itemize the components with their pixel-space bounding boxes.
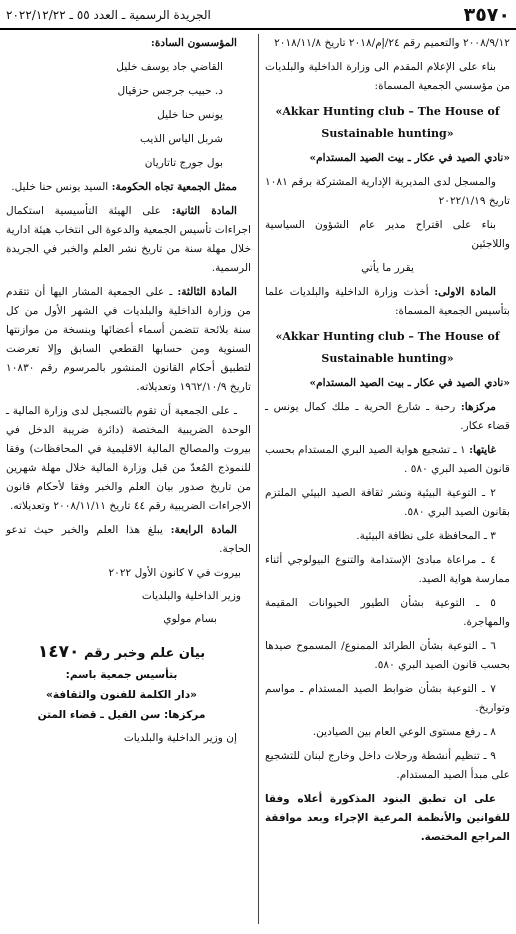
page-number: ٣٥٧٠ <box>463 4 510 26</box>
issue-date: بيروت في ٧ كانون الأول ٢٠٢٢ <box>108 567 241 579</box>
association-name-en: «Akkar Hunting club – The House of Sustainable hunting» <box>275 330 500 365</box>
paragraph: ٢٠٠٨/٩/١٢ والتعميم رقم ٢٤/إم/٢٠١٨ تاريخ ٢٠١٨/١١/٨ <box>274 37 510 49</box>
goal-item: ٨ ـ رفع مستوى الوعي العام بين الصيادين. <box>312 726 496 738</box>
decision-line: يقرر ما يأتي <box>361 262 414 274</box>
notice-number: ١٤٧٠ <box>37 642 80 662</box>
compliance-note: على ان تطبق البنود المذكورة أعلاه وفقا للقوانين والأنظمة المرعية الإجراء وبعد موافقة المراجع المختصة. <box>265 793 510 843</box>
association-name-ar: «نادي الصيد في عكار ـ بيت الصيد المستدام» <box>309 377 510 389</box>
goal-item: غايتها: ١ ـ تشجيع هواية الصيد البري المستدام بحسب قانون الصيد البري ٥٨٠ . <box>265 444 510 475</box>
notice-association-name: «دار الكلمة للفنون والثقافة» <box>46 689 197 701</box>
article-4: المادة الرابعة: يبلغ هذا العلم والخبر حيث تدعو الحاجة. <box>6 524 251 555</box>
founder-name: د. حبيب جرجس حزقيال <box>117 85 223 97</box>
headquarters: مركزها: رحبة ـ شارع الحرية ـ ملك كمال يونس ـ قضاء عكار. <box>265 401 510 432</box>
minister-title: وزير الداخلية والبلديات <box>141 590 241 602</box>
goal-item: ٢ ـ التوعية البيئية ونشر ثقافة الصيد البيئي الملتزم بقانون الصيد البري ٥٨٠. <box>265 487 510 518</box>
gazette-title: الجريدة الرسمية ـ العدد ٥٥ ـ ٢٠٢٢/١٢/٢٢ <box>6 8 211 22</box>
paragraph: بناء على اقتراح مدير عام الشؤون السياسية واللاجئين <box>265 219 510 250</box>
article-2: المادة الثانية: على الهيئة التأسيسية استكمال اجراءات تأسيس الجمعية والدعوة الى انتخاب هيئة ادارية خلال مهلة سنة من تاريخ نشر العلم والخبر في الجريدة الرسمية. <box>6 205 251 274</box>
representative: ممثل الجمعية تجاه الحكومة: السيد يونس حنا خليل. <box>11 181 237 193</box>
paragraph: إن وزير الداخلية والبلديات <box>123 732 237 744</box>
goal-item: ٤ ـ مراعاة مبادئ الإستدامة والتنوع البيولوجي أثناء ممارسة هواية الصيد. <box>265 554 510 585</box>
article-1: المادة الاولى: أخذت وزارة الداخلية والبلديات علما بتأسيس الجمعية المسماة: <box>265 286 510 317</box>
article-3: المادة الثالثة: ـ على الجمعية المشار اليها أن تتقدم من وزارة الداخلية والبلديات في الشهر الأول من كل سنة بلائحة تتضمن أسماء أعضائها وبنسخة من موازنتها السنوية ومن حسابها القطعي السابق وإلا تعرضت لتطبيق أحكام القانون المنشور بالمرسوم رقم ١٠٨٣٠ تاريخ ١٩٦٢/١٠/٩ وتعديلاته. <box>6 286 251 393</box>
right-column <box>265 34 510 852</box>
founders-heading: المؤسسون السادة: <box>150 37 237 49</box>
column-divider <box>258 34 259 924</box>
founder-name: بول جورج تاتاريان <box>144 157 223 169</box>
paragraph: والمسجل لدى المديرية الإدارية المشتركة برقم ١٠٨١ تاريخ ٢٠٢٢/١/١٩ <box>265 176 510 207</box>
founder-name: يونس حنا خليل <box>157 109 223 121</box>
association-name-en: «Akkar Hunting club – The House of Sustainable hunting» <box>275 105 500 140</box>
goal-item: ٧ ـ التوعية بشأن ضوابط الصيد المستدام ـ مواسم وتواريخ. <box>265 683 510 714</box>
article-3-part-2: ـ على الجمعية أن تقوم بالتسجيل لدى وزارة المالية ـ الوحدة الضريبية المختصة (دائرة ضريبة الدخل في بيروت والمصالح المالية الاقليمية في المحافظات) وفقا للنموذج المُعدّ من قبل وزارة المالية خلال مهلة شهرين من تاريخ صدور بيان العلم والخبر وفقا لأحكام قانون الاجراءات الضريبية رقم ٤٤ تاريخ ٢٠٠٨/١١/١١ وتعديلاته. <box>6 405 251 512</box>
notice-headquarters: مركزها: سن الفيل ـ قضاء المتن <box>37 709 206 721</box>
page-header <box>0 2 516 30</box>
goal-item: ٥ ـ التوعية بشأن الطيور الحيوانات المقيمة والمهاجرة. <box>265 597 510 628</box>
goal-item: ٩ ـ تنظيم أنشطة ورحلات داخل وخارج لبنان للتشجيع على مبدأ الصيد المستدام. <box>265 750 510 781</box>
signer-name: بسام مولوي <box>163 613 217 625</box>
association-name-ar: «نادي الصيد في عكار ـ بيت الصيد المستدام» <box>309 152 510 164</box>
goal-item: ٦ ـ التوعية بشأن الطرائد الممنوع/ المسموح صيدها بحسب قانون الصيد البري ٥٨٠. <box>265 640 510 671</box>
founder-name: القاضي جاد يوسف خليل <box>116 61 223 73</box>
notice-subtitle: بتأسيس جمعية باسم: <box>65 669 178 681</box>
paragraph: بناء على الإعلام المقدم الى وزارة الداخلية والبلديات من مؤسسي الجمعية المسماة: <box>265 61 510 92</box>
left-column <box>6 34 251 753</box>
notice-title: بيان علم وخبر رقم ١٤٧٠ <box>37 642 206 662</box>
goal-item: ٣ ـ المحافظة على نظافة البيئية. <box>356 530 496 542</box>
founder-name: شربل الياس الذيب <box>139 133 223 145</box>
